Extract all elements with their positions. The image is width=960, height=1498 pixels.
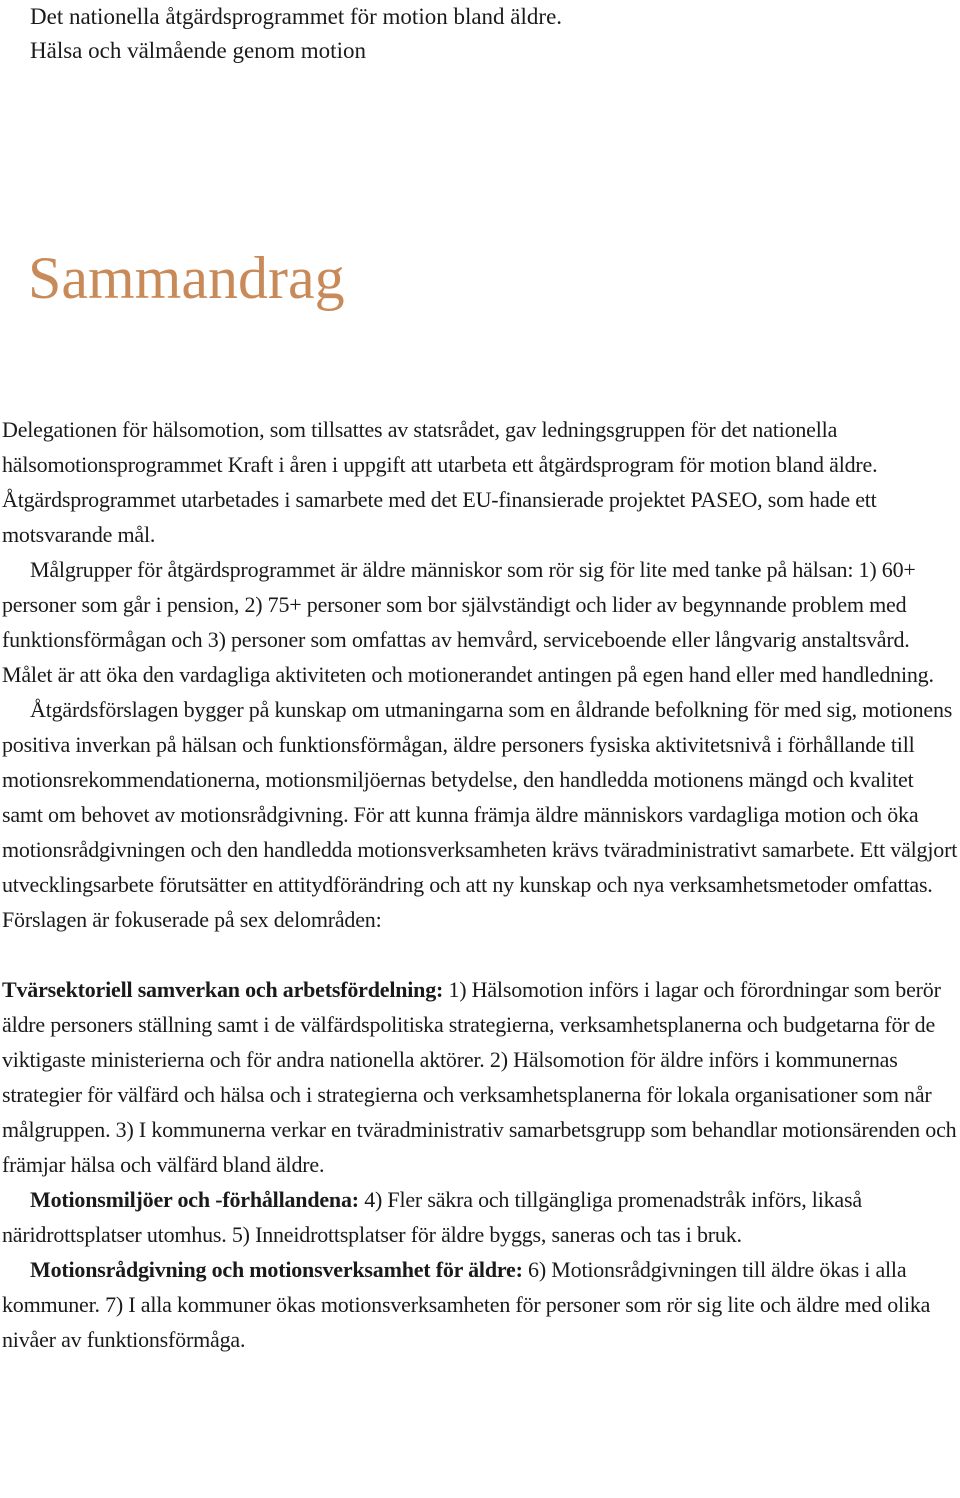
- section-heading-cooperation: Tvärsektoriell samverkan och arbetsfördelning:: [2, 977, 444, 1002]
- page-title: Sammandrag: [28, 245, 345, 311]
- paragraph-target-groups: Målgrupper för åtgärdsprogrammet är äldre människor som rör sig för lite med tanke på hälsan: 1) 60+ personer som går i pension, 2) 75+ personer som bor självständigt och lider av begynnande problem med funktionsförmågan och 3) personer som omfattas av hemvård, serviceboende eller långvarig anstaltsvård. Målet är att öka den vardagliga aktiviteten och motionerandet antingen på egen hand eller med handledning.: [2, 557, 934, 687]
- paragraph-intro: Delegationen för hälsomotion, som tillsattes av statsrådet, gav ledningsgruppen för det nationella hälsomotionsprogrammet Kraft i åren i uppgift att utarbeta ett åtgärdsprogram för motion bland äldre. Åtgärdsprogrammet utarbetades i samarbete med det EU-finansierade projektet PASEO, som hade ett motsvarande mål.: [2, 417, 878, 547]
- paragraph-cooperation: [2, 972, 958, 1182]
- section-text-cooperation: 1) Hälsomotion införs i lagar och förordningar som berör äldre personers ställning samt i de välfärdspolitiska strategierna, verksamhetsplanerna och budgetarna för de viktigaste ministerierna och för andra nationella aktörer. 2) Hälsomotion för äldre införs i kommunernas strategier för välfärd och hälsa och i strategierna och verksamhetsplanerna för lokala organisationer som når målgruppen. 3) I kommunerna verkar en tväradministrativ samarbetsgrupp som behandlar motionsärenden och främjar hälsa och välfärd bland äldre.: [2, 977, 957, 1177]
- running-header: [30, 0, 562, 68]
- header-line-1: Det nationella åtgärdsprogrammet för motion bland äldre.: [30, 4, 563, 29]
- paragraph-counselling: [2, 1252, 958, 1357]
- paragraph-environments: [2, 1182, 958, 1252]
- section-text-counselling: 6) Motionsrådgivningen till äldre ökas i alla kommuner. 7) I alla kommuner ökas motionsverksamheten för personer som rör sig lite och äldre med olika nivåer av funktionsförmåga.: [2, 1257, 931, 1352]
- summary-body: [2, 412, 958, 1357]
- section-heading-environments: Motionsmiljöer och -förhållandena:: [30, 1187, 359, 1212]
- header-line-2: Hälsa och välmående genom motion: [30, 38, 366, 63]
- section-text-environments: 4) Fler säkra och tillgängliga promenadstråk införs, likaså näridrottsplatser utomhus. 5) Inneidrottsplatser för äldre byggs, saneras och tas i bruk.: [2, 1187, 862, 1247]
- paragraph-proposals: Åtgärdsförslagen bygger på kunskap om utmaningarna som en åldrande befolkning för med sig, motionens positiva inverkan på hälsan och funktionsförmågan, äldre personers fysiska aktivitetsnivå i förhållande till motionsrekommendationerna, motionsmiljöernas betydelse, den handledda motionens mängd och kvalitet samt om behovet av motionsrådgivning. För att kunna främja äldre människors vardagliga motion och öka motionsrådgivningen och den handledda motionsverksamheten krävs tväradministrativt samarbete. Ett välgjort utvecklingsarbete förutsätter en attitydförändring och att ny kunskap och nya verksamhetsmetoder omfattas. Förslagen är fokuserade på sex delområden:: [2, 697, 958, 932]
- section-heading-counselling: Motionsrådgivning och motionsverksamhet för äldre:: [30, 1257, 523, 1282]
